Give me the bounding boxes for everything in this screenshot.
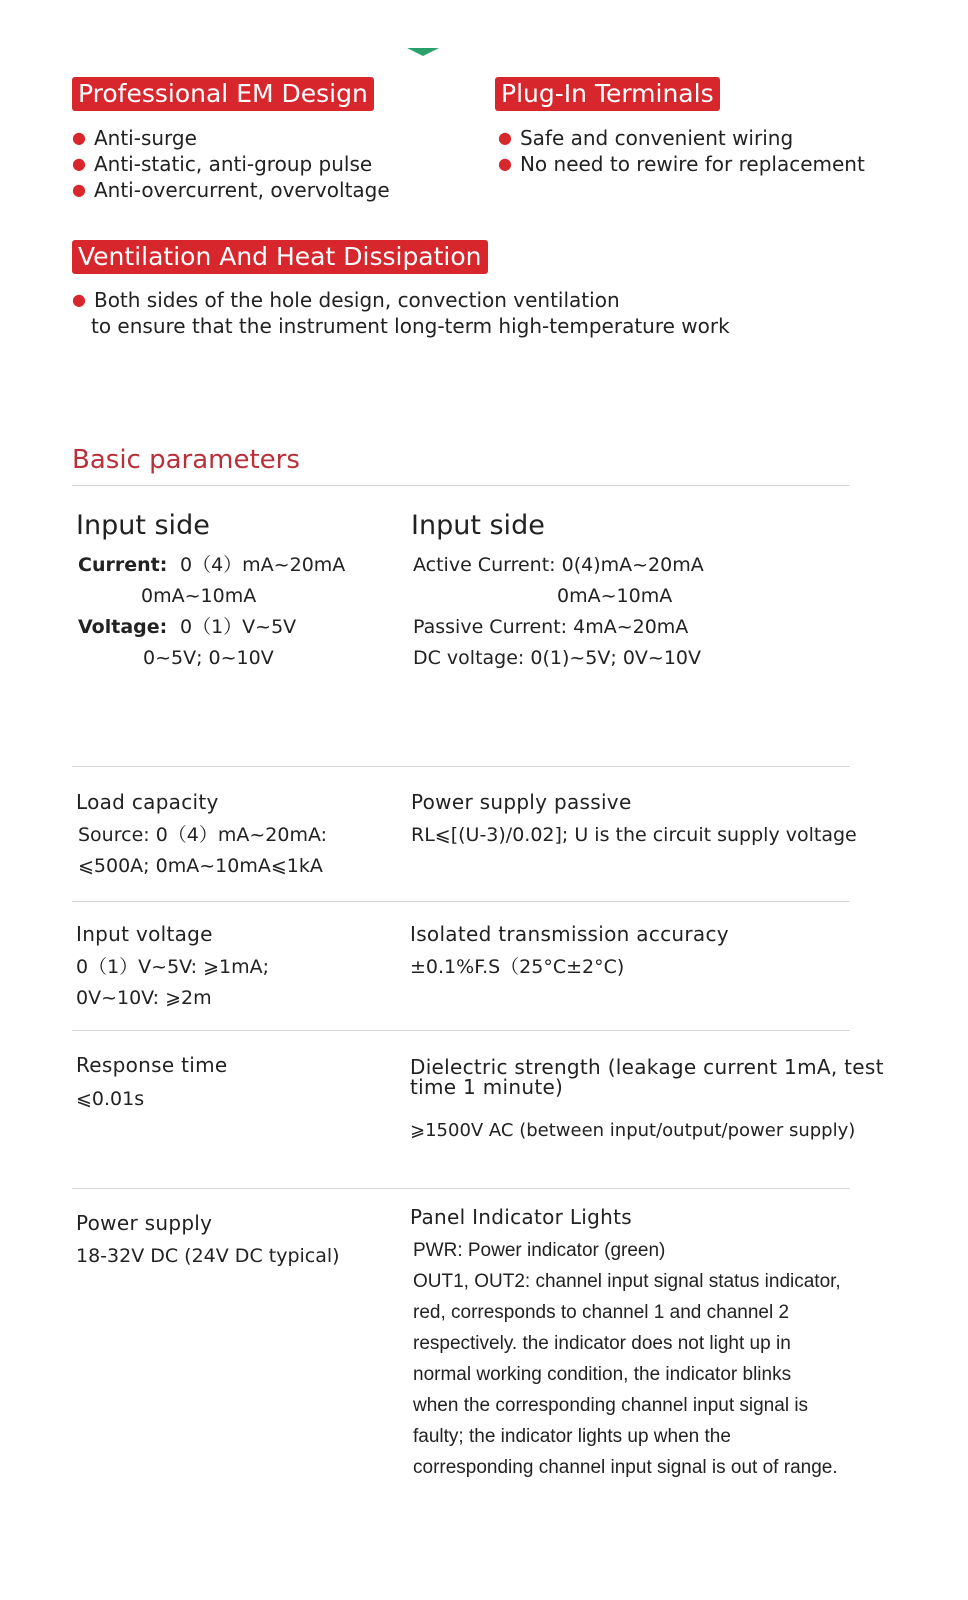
bullet-icon: ● [72, 128, 86, 147]
dielectric-title-2: time 1 minute) [410, 1075, 564, 1099]
list-item: ● Anti-surge [72, 126, 197, 150]
accuracy-title: Isolated transmission accuracy [410, 922, 729, 946]
section-title: Basic parameters [72, 445, 300, 475]
current-label: Current: [78, 554, 168, 576]
indicator-line: normal working condition, the indicator blinks [413, 1364, 792, 1385]
response-title: Response time [76, 1053, 228, 1077]
dielectric-line1: ⩾1500V AC (between input/output/power supply) [410, 1120, 856, 1141]
indicator-line: faulty; the indicator lights up when the [413, 1426, 731, 1447]
input-voltage-title: Input voltage [76, 922, 213, 946]
power-passive-title: Power supply passive [411, 790, 632, 814]
indicator-line: when the corresponding channel input signal is [413, 1395, 809, 1416]
active-current: Active Current: 0(4)mA~20mA [413, 554, 704, 576]
bullet-icon: ● [72, 180, 86, 199]
input-voltage-line2: 0V~10V: ⩾2m [76, 987, 212, 1009]
load-title: Load capacity [76, 790, 219, 814]
divider [72, 1188, 850, 1189]
accuracy-line1: ±0.1%F.S（25°C±2°C) [410, 956, 625, 978]
indicators-title: Panel Indicator Lights [410, 1205, 632, 1229]
divider [72, 901, 850, 902]
input-voltage-line1: 0（1）V~5V: ⩾1mA; [76, 956, 269, 978]
load-line1: Source: 0（4）mA~20mA: [78, 824, 328, 846]
list-item: ● Safe and convenient wiring [498, 126, 794, 150]
response-line1: ⩽0.01s [76, 1088, 145, 1110]
divider [72, 485, 850, 486]
indicator-line: OUT1, OUT2: channel input signal status indicator, [413, 1271, 841, 1292]
passive-current: Passive Current: 4mA~20mA [413, 616, 689, 638]
left-col-title: Input side [76, 510, 210, 541]
bullet-icon: ● [498, 154, 512, 173]
dc-voltage: DC voltage: 0(1)~5V; 0V~10V [413, 647, 701, 669]
ventilation-line2: to ensure that the instrument long-term high-temperature work [91, 314, 730, 338]
dielectric-title-1: Dielectric strength (leakage current 1mA, test [410, 1055, 884, 1079]
list-item: ● No need to rewire for replacement [498, 152, 865, 176]
em-design-tag: Professional EM Design [72, 77, 374, 111]
divider [72, 1030, 850, 1031]
voltage-label: Voltage: [78, 616, 168, 638]
voltage-value: 0（1）V~5V [180, 616, 297, 638]
bullet-icon: ● [498, 128, 512, 147]
list-item: ● Both sides of the hole design, convection ventilation [72, 288, 620, 312]
load-line2: ⩽500A; 0mA~10mA⩽1kA [78, 855, 323, 877]
indicator-line: PWR: Power indicator (green) [413, 1240, 666, 1261]
active-current-2: 0mA~10mA [557, 585, 673, 607]
indicators-text [413, 1235, 841, 1483]
power-title: Power supply [76, 1211, 213, 1235]
list-item: ● Anti-static, anti-group pulse [72, 152, 373, 176]
indicator-line: respectively. the indicator does not light up in [413, 1333, 791, 1354]
top-notch-arrow [407, 48, 439, 56]
indicator-line: corresponding channel input signal is out of range. [413, 1457, 838, 1478]
bullet-icon: ● [72, 290, 86, 309]
bullet-icon: ● [72, 154, 86, 173]
power-line1: 18-32V DC (24V DC typical) [76, 1245, 340, 1267]
power-passive-line1: RL⩽[(U-3)/0.02]; U is the circuit supply voltage [411, 824, 857, 846]
current-value: 0（4）mA~20mA [180, 554, 346, 576]
indicator-line: red, corresponds to channel 1 and channel 2 [413, 1302, 790, 1323]
current-value-2: 0mA~10mA [141, 585, 257, 607]
right-col-title: Input side [411, 510, 545, 541]
terminals-tag: Plug-In Terminals [495, 77, 720, 111]
divider [72, 766, 850, 767]
list-item: ● Anti-overcurrent, overvoltage [72, 178, 390, 202]
voltage-value-2: 0~5V; 0~10V [143, 647, 274, 669]
ventilation-tag: Ventilation And Heat Dissipation [72, 240, 488, 274]
